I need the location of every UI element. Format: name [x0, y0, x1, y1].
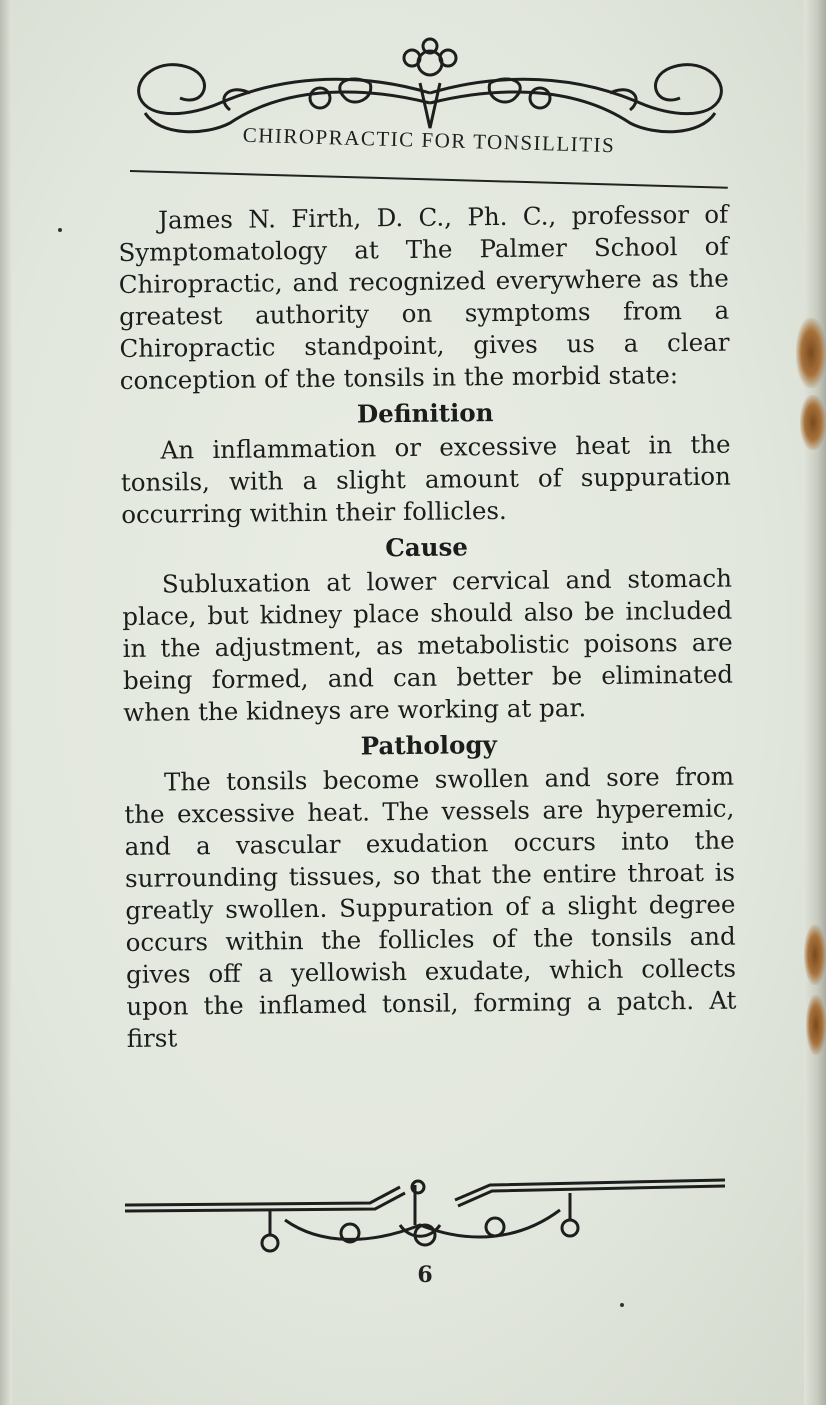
section-heading-definition: Definition [356, 398, 494, 429]
definition-paragraph: An inflammation or excessive heat in the tonsils, with a slight amount of suppuration occurring within their follicles. [120, 429, 732, 529]
rust-stain [804, 925, 826, 985]
running-header: CHIROPRACTIC FOR TONSILLITIS [242, 122, 616, 158]
cause-paragraph: Subluxation at lower cervical and stomach place, but kidney place should also be included in the adjustment, as metabolistic poisons are being formed, and can better be eliminated when the kidneys are working at par. [122, 563, 734, 727]
rust-stain [796, 318, 826, 388]
header-rule [130, 170, 728, 189]
footer-ornament [120, 1165, 730, 1260]
section-heading-cause: Cause [385, 532, 469, 563]
page-right-edge [804, 0, 826, 1405]
page-body [118, 199, 737, 1055]
rust-stain [806, 995, 826, 1055]
speck [58, 228, 62, 232]
section-heading-pathology: Pathology [360, 730, 497, 761]
page-number: 6 [417, 1262, 433, 1288]
rust-stain [800, 395, 826, 450]
intro-paragraph: James N. Firth, D. C., Ph. C., professor of Symptomatology at The Palmer School of Chiropractic, and recognized everywhere as the greatest authority on symptoms from a Chiropractic standpoint, gives us a clear conception of the tonsils in the morbid state: [118, 199, 730, 395]
speck [620, 1303, 624, 1307]
pathology-paragraph: The tonsils become swollen and sore from the excessive heat. The vessels are hyperemic, and a vascular exudation occurs into the surrounding tissues, so that the entire throat is greatly swollen. Suppuration of a slight degree occurs within the follicles of the tonsils and gives off a yellowish exudate, which collects upon the inflamed tonsil, forming a patch. At first [124, 761, 737, 1053]
page-left-edge [0, 0, 12, 1405]
